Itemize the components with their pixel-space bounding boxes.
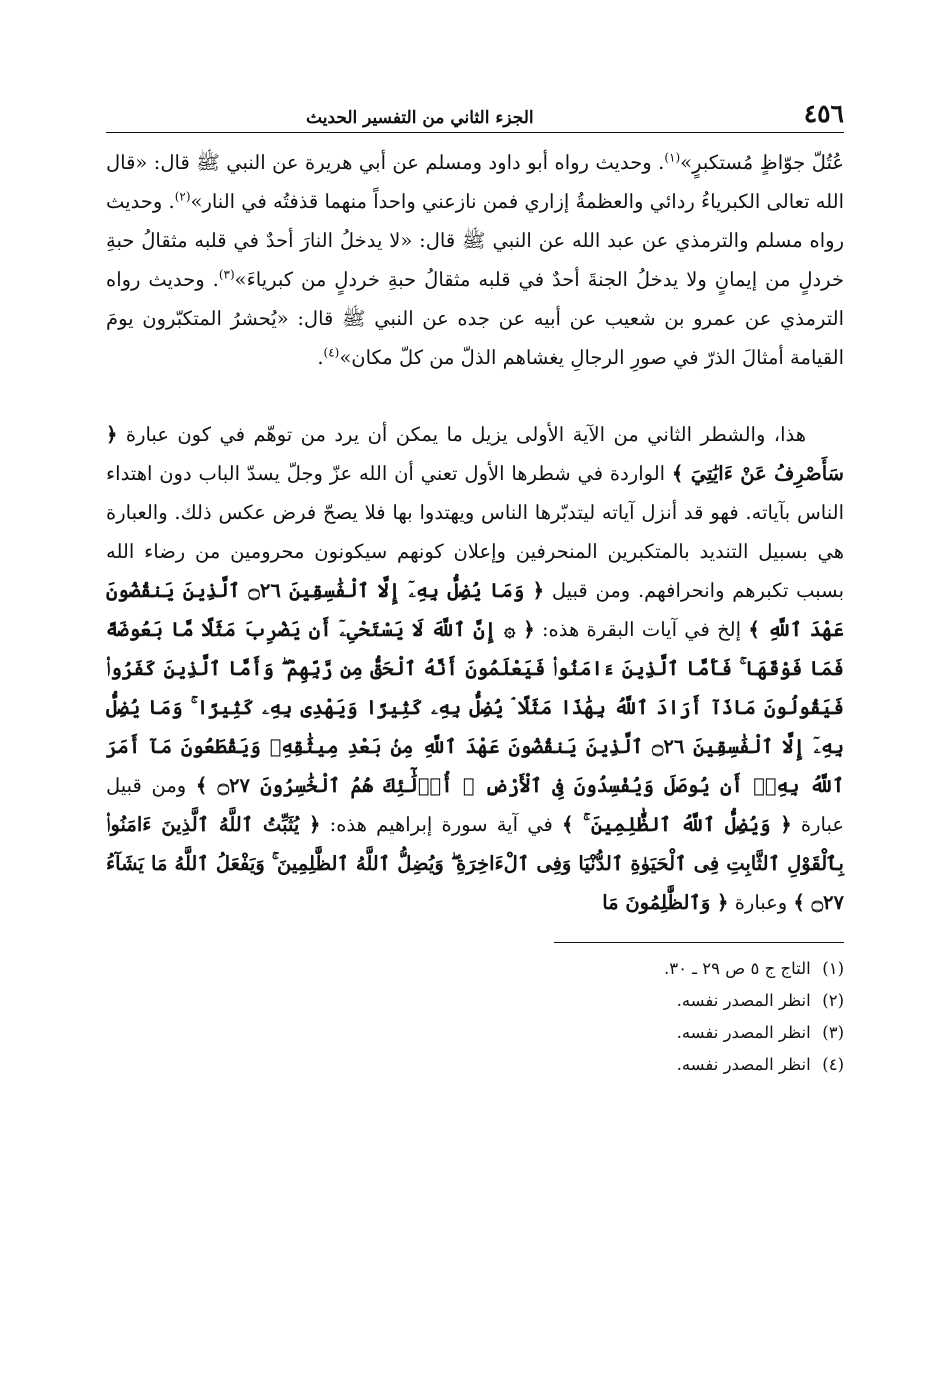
footnote-text: انظر المصدر نفسه. <box>676 991 811 1010</box>
text-segment: عُتُلّ جوّاظٍ مُستكبرٍ» <box>680 151 844 174</box>
text-segment: الواردة في شطرها الأول تعني أن الله عزّ وجلّ يسدّ الباب دون اهتداء الناس بآياته. فهو قد أنزل آياته ليتدبّرها الناس ويهتدوا بها فلا يصحّ فرض عكس ذلك. والعبارة هي بسبيل التنديد بالمتكبرين المنحرفين وإعلان كونهم سيكونون محرومين من رضاء الله بسبب تكبرهم وانحرافهم. ومن قبيل <box>106 462 844 602</box>
footnote-number: (٢) <box>822 991 844 1010</box>
footnote-number: (٤) <box>822 1055 844 1074</box>
footnote-ref: (٤) <box>323 345 340 360</box>
page-header <box>106 92 844 133</box>
quran-quote: ﴿ وَٱلظَّٰلِمُونَ مَا <box>602 891 729 914</box>
text-segment: في آية سورة إبراهيم هذه: <box>329 813 553 836</box>
text-segment: ومن قبيل عبارة <box>106 774 845 836</box>
text-segment: . <box>317 346 324 369</box>
quran-quote: ﴿ يُثَبِّتُ ٱللَّهُ ٱلَّذِينَ ءَامَنُوا۟ بِٱلْقَوْلِ ٱلثَّابِتِ فِى ٱلْحَيَوٰةِ ٱلدُّنْيَا وَفِى ٱلْءَاخِرَةِ ۖ وَيُضِلُّ ٱللَّهُ ٱلظَّٰلِمِينَ ۚ وَيَفْعَلُ ٱللَّهُ مَا يَشَآءُ ۝٢٧ ﴾ <box>106 813 844 914</box>
footnote-number: (١) <box>822 959 844 978</box>
book-page <box>106 92 844 1081</box>
text-segment: إلخ في آيات البقرة هذه: <box>541 618 742 641</box>
commentary-paragraph <box>106 415 844 922</box>
footnote <box>106 1049 844 1081</box>
footnote <box>106 953 844 985</box>
text-segment: وعبارة <box>734 891 788 914</box>
footnote-text: التاج ج ٥ ص ٢٩ ـ ٣٠. <box>663 959 811 978</box>
footnote <box>106 1017 844 1049</box>
footnote-number: (٣) <box>822 1023 844 1042</box>
footnote-ref: (٢) <box>174 189 191 204</box>
footnote-divider <box>554 942 844 943</box>
text-segment: . وحديث رواه الترمذي عن عمرو بن شعيب عن أبيه عن جده عن النبي ﷺ قال: «يُحشرُ المتكبّرون يومَ القيامة أمثالَ الذرّ في صورِ الرجالِ يغشاهم الذلّ من كلّ مكان» <box>106 268 844 369</box>
text-segment: . وحديث رواه أبو داود ومسلم عن أبي هريرة عن النبي ﷺ قال: «قال الله تعالى الكبرياءُ ردائي والعظمةُ إزاري فمن نازعني واحداً منهما قذفتُه في النار» <box>106 151 844 213</box>
running-title: الجزء الثاني من التفسير الحديث <box>306 108 534 128</box>
text-segment: هذا، والشطر الثاني من الآية الأولى يزيل ما يمكن أن يرد من توهّم في كون عبارة <box>125 423 806 446</box>
footnote-ref: (١) <box>664 150 681 165</box>
footnote-text: انظر المصدر نفسه. <box>676 1055 811 1074</box>
footnote-text: انظر المصدر نفسه. <box>676 1023 811 1042</box>
quran-quote: ﴿ وَمَا يُضِلُّ بِهِۦٓ إِلَّا ٱلْفَٰسِقِينَ ۝٢٦ ٱلَّذِينَ يَنقُضُونَ عَهْدَ ٱللَّهِ ﴾ <box>106 579 844 641</box>
page-number: ٤٥٦ <box>803 99 844 128</box>
quran-quote: ﴿ سَأَصْرِفُ عَنْ ءَايَٰتِيَ ﴾ <box>106 423 844 485</box>
footnote <box>106 985 844 1017</box>
quran-quote: ﴿ ۞ إِنَّ ٱللَّهَ لَا يَسْتَحْىِۦٓ أَن يَضْرِبَ مَثَلًا مَّا بَعُوضَةً فَمَا فَوْقَهَا ۚ فَأَمَّا ٱلَّذِينَ ءَامَنُوا۟ فَيَعْلَمُونَ أَنَّهُ ٱلْحَقُّ مِن رَّبِّهِمْ ۖ وَأَمَّا ٱلَّذِينَ كَفَرُوا۟ فَيَقُولُونَ مَاذَآ أَرَادَ ٱللَّهُ بِهَٰذَا مَثَلًا ۘ يُضِلُّ بِهِۦ كَثِيرًا وَيَهْدِى بِهِۦ كَثِيرًا ۚ وَمَا يُضِلُّ بِهِۦٓ إِلَّا ٱلْفَٰسِقِينَ ۝٢٦ ٱلَّذِينَ يَنقُضُونَ عَهْدَ ٱللَّهِ مِنۢ بَعْدِ مِيثَٰقِهِۦ وَيَقْطَعُونَ مَآ أَمَرَ ٱللَّهُ بِهِۦٓ أَن يُوصَلَ وَيُفْسِدُونَ فِى ٱلْأَرْضِ ۚ أُو۟لَٰٓئِكَ هُمُ ٱلْخَٰسِرُونَ ۝٢٧ ﴾ <box>106 618 845 797</box>
text-segment: . وحديث رواه مسلم والترمذي عن عبد الله عن النبي ﷺ قال: «لا يدخلُ النارَ أحدٌ في قلبه مثقالُ حبةِ خردلٍ من إيمانٍ ولا يدخلُ الجنةَ أحدٌ في قلبه مثقالُ حبةِ خردلٍ من كبرياءَ» <box>106 190 844 291</box>
quran-quote: ﴿ وَيُضِلُّ ٱللَّهُ ٱلظَّٰلِمِينَ ۚ ﴾ <box>561 813 792 836</box>
footnote-ref: (٣) <box>218 267 235 282</box>
hadith-paragraph <box>106 143 844 377</box>
footnotes-list <box>106 953 844 1081</box>
